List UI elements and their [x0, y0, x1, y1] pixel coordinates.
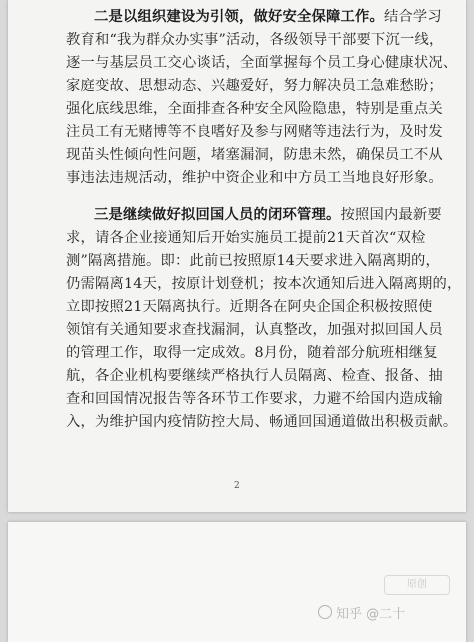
text-line [66, 144, 443, 167]
original-badge: 原创 [384, 575, 450, 595]
body-text-segment: 查和回国情况报告等各环节工作要求，力避不给国内造成输 [66, 391, 443, 407]
text-line [66, 227, 426, 250]
body-text-segment: 按照国内最新要 [340, 207, 442, 223]
body-text-segment: 家庭变故、思想动态、兴趣爱好，努力解决员工急难愁盼； [66, 78, 443, 94]
text-line [66, 75, 443, 98]
heading-text: 二是以组织建设为引领，做好安全保障工作。 [94, 9, 384, 25]
text-line [66, 365, 443, 388]
body-text-segment: 事违法违规活动，维护中资企业和中方员工当地良好形象。 [66, 170, 443, 186]
text-line [66, 98, 443, 121]
text-line [66, 411, 457, 434]
text-line [66, 273, 462, 296]
body-text-segment: 航，各企业机构要继续严格执行人员隔离、检查、报备、抽 [66, 368, 443, 384]
text-line [94, 204, 442, 227]
text-line [66, 296, 433, 319]
body-text-segment: 逐一与基层员工交心谈话，全面掌握每个员工身心健康状况、 [66, 55, 458, 71]
zhihu-watermark [318, 601, 405, 623]
body-text-segment: 入，为维护国内疫情防控大局、畅通回国通道做出积极贡献。 [66, 414, 458, 430]
text-line [94, 6, 442, 29]
watermark-text: 知乎 @二十 [336, 606, 406, 622]
text-line [66, 319, 443, 342]
body-text-segment: 强化底线思维，全面排查各种安全风险隐患，特别是重点关 [66, 101, 443, 117]
body-text-segment: 结合学习 [383, 9, 442, 25]
body-text-segment: 测”隔离措施。即：此前已按照原14天要求进入隔离期的， [66, 253, 441, 269]
body-text-segment: 仍需隔离14天，按原计划登机；按本次通知后进入隔离期的， [66, 276, 462, 292]
heading-text: 三是继续做好拟回国人员的闭环管理。 [94, 207, 341, 223]
text-line [66, 342, 438, 365]
body-text-segment: 现苗头性倾向性问题，堵塞漏洞，防患未然，确保员工不从 [66, 147, 443, 163]
text-line [66, 121, 443, 144]
text-line [66, 29, 443, 52]
body-text-segment: 立即按照21天隔离执行。近期各在阿央企国企积极按照使 [66, 299, 433, 315]
body-text-segment: 领馆有关通知要求查找漏洞，认真整改，加强对拟回国人员 [66, 322, 443, 338]
text-line [66, 388, 443, 411]
body-text-segment: 的管理工作，取得一定成效。8月份，随着部分航班相继复 [66, 345, 438, 361]
text-line [66, 52, 457, 75]
body-text-segment: 求，请各企业接通知后开始实施员工提前21天首次“双检 [66, 230, 426, 246]
page-number: 2 [234, 481, 240, 491]
document-page [8, 0, 466, 512]
body-text-segment: 注员工有无赌博等不良嗜好及参与网赌等违法行为，及时发 [66, 124, 443, 140]
zhihu-logo-icon [318, 605, 332, 619]
text-line [66, 250, 440, 273]
text-line [66, 167, 443, 190]
body-text-segment: 教育和“我为群众办实事”活动，各级领导干部要下沉一线， [66, 32, 444, 48]
